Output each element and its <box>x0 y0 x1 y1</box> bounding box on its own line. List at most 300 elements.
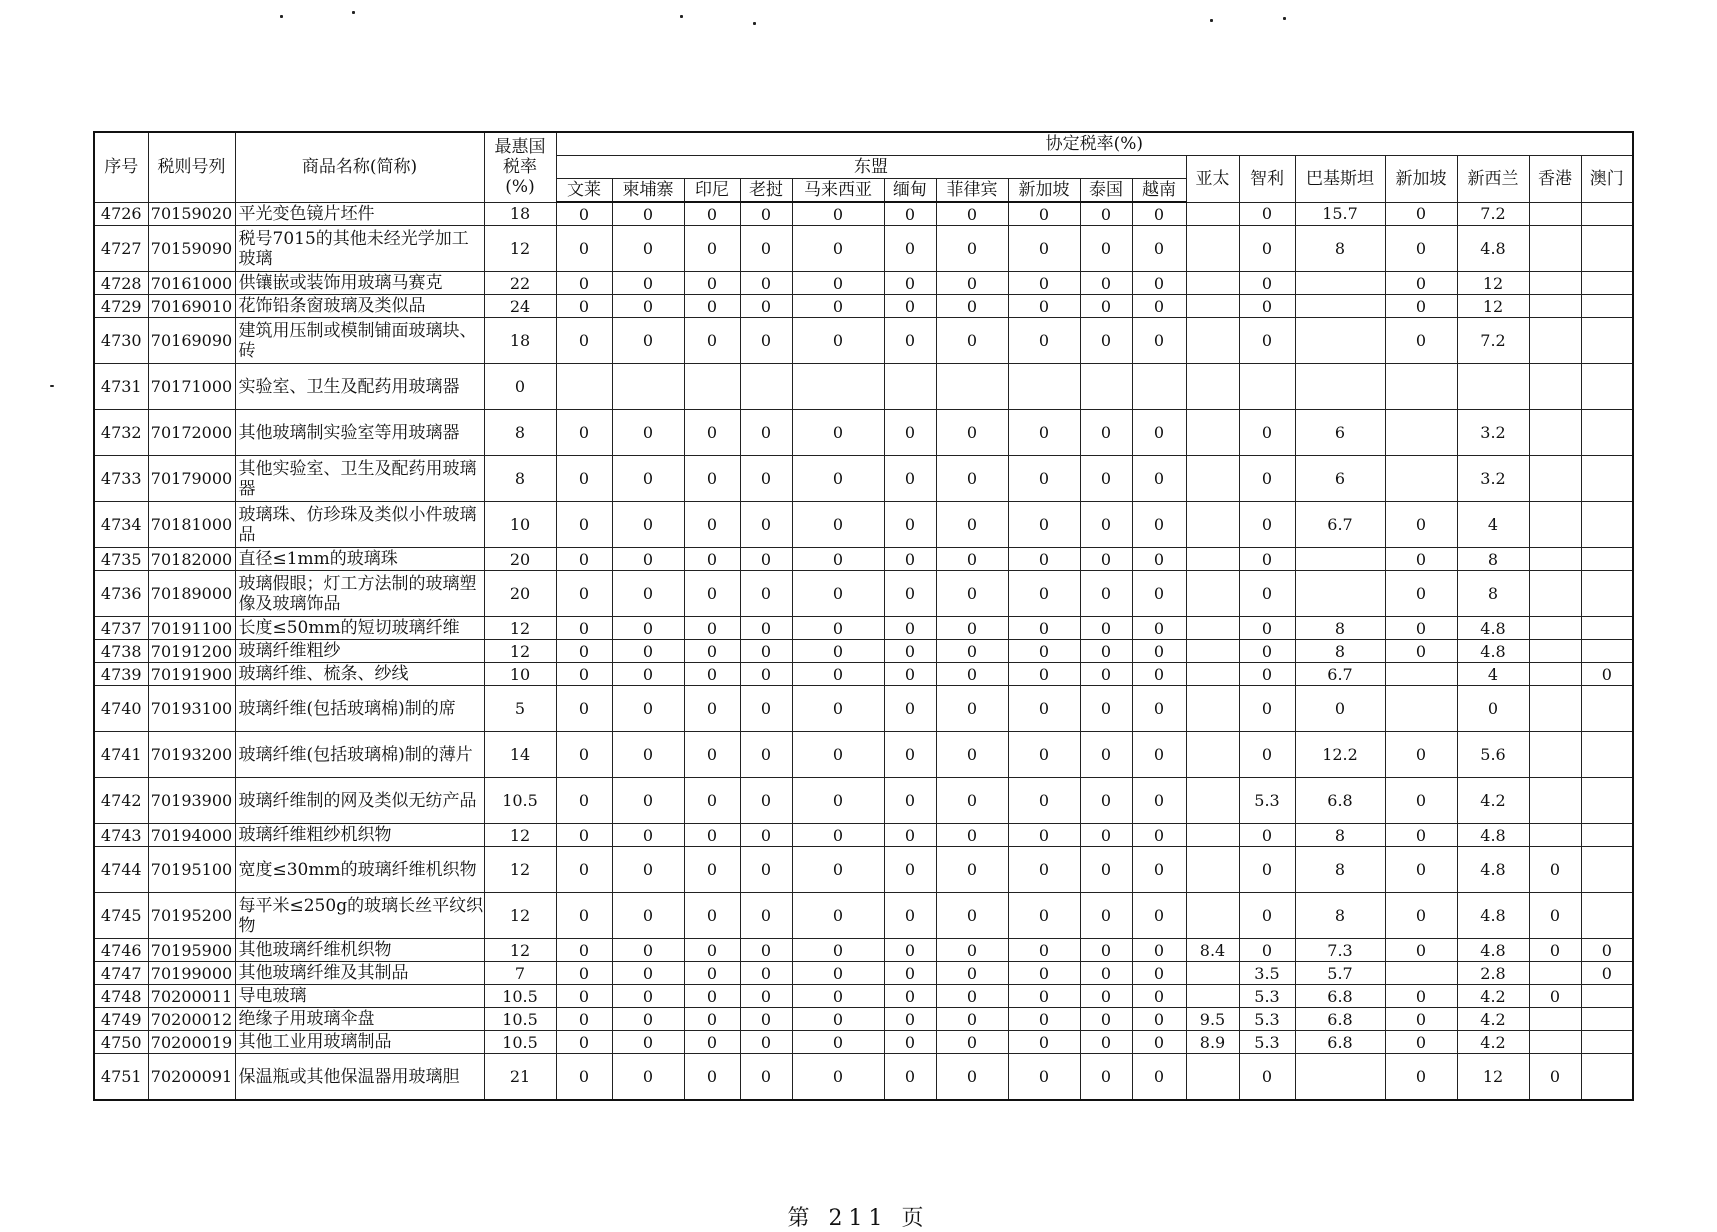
chile-rate-cell: 0 <box>1239 226 1295 272</box>
asean-rate-cell: 0 <box>792 686 884 732</box>
asean-rate-cell: 0 <box>1080 847 1132 893</box>
singapore-rate-cell <box>1385 686 1457 732</box>
pakistan-rate-cell: 6.7 <box>1295 663 1385 686</box>
asean-rate-cell: 0 <box>884 617 936 640</box>
asean-rate-cell: 0 <box>1080 663 1132 686</box>
apta-rate-cell <box>1186 778 1239 824</box>
seq-cell: 4736 <box>94 571 148 617</box>
macau-rate-cell <box>1581 226 1633 272</box>
asean-rate-cell: 0 <box>612 295 684 318</box>
asean-rate-cell: 0 <box>556 640 612 663</box>
asean-rate-cell: 0 <box>936 617 1008 640</box>
hong-kong-rate-cell <box>1529 824 1581 847</box>
mfn-rate-cell: 24 <box>484 295 556 318</box>
mfn-rate-cell: 5 <box>484 686 556 732</box>
asean-rate-cell: 0 <box>884 824 936 847</box>
asean-rate-cell: 0 <box>556 847 612 893</box>
singapore-rate-cell: 0 <box>1385 617 1457 640</box>
asean-rate-cell: 0 <box>556 502 612 548</box>
asean-rate-cell: 0 <box>1008 1008 1080 1031</box>
hong-kong-rate-cell <box>1529 962 1581 985</box>
asean-rate-cell: 0 <box>1008 847 1080 893</box>
table-row <box>94 410 1633 456</box>
product-name-cell: 玻璃纤维(包括玻璃棉)制的席 <box>235 686 484 732</box>
asean-rate-cell: 0 <box>1080 640 1132 663</box>
asean-rate-cell: 0 <box>556 571 612 617</box>
header-pakistan: 巴基斯坦 <box>1295 156 1385 203</box>
asean-rate-cell: 0 <box>740 939 792 962</box>
tariff-code-cell: 70179000 <box>148 456 235 502</box>
chile-rate-cell: 0 <box>1239 640 1295 663</box>
tariff-code-cell: 70159090 <box>148 226 235 272</box>
asean-rate-cell: 0 <box>612 410 684 456</box>
seq-cell: 4738 <box>94 640 148 663</box>
header-mfn-line: 最惠国 <box>494 137 546 158</box>
table-row <box>94 295 1633 318</box>
asean-rate-cell: 0 <box>612 824 684 847</box>
pakistan-rate-cell <box>1295 571 1385 617</box>
asean-rate-cell: 0 <box>612 1054 684 1101</box>
asean-rate-cell: 0 <box>1080 1008 1132 1031</box>
asean-rate-cell: 0 <box>556 985 612 1008</box>
mfn-rate-cell: 12 <box>484 640 556 663</box>
singapore-rate-cell <box>1385 456 1457 502</box>
asean-rate-cell: 0 <box>884 663 936 686</box>
macau-rate-cell <box>1581 893 1633 939</box>
asean-rate-cell: 0 <box>1008 226 1080 272</box>
asean-rate-cell: 0 <box>1132 202 1186 226</box>
asean-rate-cell: 0 <box>792 502 884 548</box>
asean-rate-cell: 0 <box>684 732 740 778</box>
new-zealand-rate-cell: 4.8 <box>1457 893 1529 939</box>
new-zealand-rate-cell: 0 <box>1457 686 1529 732</box>
table-row <box>94 617 1633 640</box>
asean-rate-cell: 0 <box>936 663 1008 686</box>
new-zealand-rate-cell <box>1457 364 1529 410</box>
pakistan-rate-cell: 7.3 <box>1295 939 1385 962</box>
asean-rate-cell: 0 <box>792 732 884 778</box>
asean-rate-cell: 0 <box>1008 502 1080 548</box>
tariff-code-cell: 70199000 <box>148 962 235 985</box>
pakistan-rate-cell: 8 <box>1295 824 1385 847</box>
singapore-rate-cell: 0 <box>1385 640 1457 663</box>
asean-rate-cell: 0 <box>1080 226 1132 272</box>
asean-rate-cell: 0 <box>612 939 684 962</box>
hong-kong-rate-cell <box>1529 617 1581 640</box>
mfn-rate-cell: 12 <box>484 617 556 640</box>
product-name-cell: 玻璃纤维粗纱 <box>235 640 484 663</box>
singapore-rate-cell: 0 <box>1385 295 1457 318</box>
apta-rate-cell <box>1186 226 1239 272</box>
hong-kong-rate-cell <box>1529 686 1581 732</box>
tariff-table <box>93 131 1634 1101</box>
header-singapore-asean: 新加坡 <box>1008 179 1080 203</box>
macau-rate-cell <box>1581 202 1633 226</box>
asean-rate-cell: 0 <box>884 1008 936 1031</box>
product-name-cell: 其他玻璃纤维机织物 <box>235 939 484 962</box>
table-row <box>94 1054 1633 1101</box>
macau-rate-cell <box>1581 318 1633 364</box>
product-name-cell: 玻璃珠、仿珍珠及类似小件玻璃品 <box>235 502 484 548</box>
asean-rate-cell: 0 <box>1132 962 1186 985</box>
apta-rate-cell <box>1186 824 1239 847</box>
mfn-rate-cell: 21 <box>484 1054 556 1101</box>
asean-rate-cell: 0 <box>684 1008 740 1031</box>
asean-rate-cell: 0 <box>792 571 884 617</box>
apta-rate-cell: 8.9 <box>1186 1031 1239 1054</box>
singapore-rate-cell: 0 <box>1385 847 1457 893</box>
seq-cell: 4746 <box>94 939 148 962</box>
hong-kong-rate-cell: 0 <box>1529 893 1581 939</box>
asean-rate-cell: 0 <box>612 571 684 617</box>
tariff-code-cell: 70200011 <box>148 985 235 1008</box>
header-asean: 东盟 <box>556 156 1186 179</box>
mfn-rate-cell: 20 <box>484 548 556 571</box>
asean-rate-cell: 0 <box>792 1054 884 1101</box>
asean-rate-cell: 0 <box>740 893 792 939</box>
header-mfn-line: 税率 <box>503 157 537 178</box>
mfn-rate-cell: 12 <box>484 824 556 847</box>
scan-speck <box>1210 19 1213 22</box>
singapore-rate-cell: 0 <box>1385 272 1457 295</box>
singapore-rate-cell <box>1385 962 1457 985</box>
page-number: 第 211 页 <box>787 1206 930 1231</box>
mfn-rate-cell: 8 <box>484 410 556 456</box>
asean-rate-cell: 0 <box>1132 1008 1186 1031</box>
pakistan-rate-cell <box>1295 364 1385 410</box>
asean-rate-cell: 0 <box>556 732 612 778</box>
asean-rate-cell <box>936 364 1008 410</box>
mfn-rate-cell: 10.5 <box>484 1031 556 1054</box>
asean-rate-cell: 0 <box>612 640 684 663</box>
seq-cell: 4750 <box>94 1031 148 1054</box>
asean-rate-cell: 0 <box>1080 732 1132 778</box>
header-myanmar: 缅甸 <box>884 179 936 203</box>
hong-kong-rate-cell <box>1529 272 1581 295</box>
asean-rate-cell: 0 <box>884 456 936 502</box>
new-zealand-rate-cell: 3.2 <box>1457 410 1529 456</box>
apta-rate-cell <box>1186 571 1239 617</box>
header-tariff-code: 税则号列 <box>148 132 235 202</box>
tariff-code-cell: 70169010 <box>148 295 235 318</box>
pakistan-rate-cell: 6.8 <box>1295 985 1385 1008</box>
asean-rate-cell: 0 <box>936 548 1008 571</box>
asean-rate-cell: 0 <box>936 272 1008 295</box>
asean-rate-cell: 0 <box>740 1008 792 1031</box>
asean-rate-cell: 0 <box>1080 272 1132 295</box>
apta-rate-cell <box>1186 364 1239 410</box>
asean-rate-cell: 0 <box>884 226 936 272</box>
seq-cell: 4743 <box>94 824 148 847</box>
asean-rate-cell: 0 <box>1132 318 1186 364</box>
asean-rate-cell: 0 <box>556 226 612 272</box>
asean-rate-cell: 0 <box>936 1031 1008 1054</box>
asean-rate-cell: 0 <box>1132 571 1186 617</box>
asean-rate-cell: 0 <box>792 640 884 663</box>
hong-kong-rate-cell <box>1529 732 1581 778</box>
new-zealand-rate-cell: 3.2 <box>1457 456 1529 502</box>
chile-rate-cell: 0 <box>1239 318 1295 364</box>
table-row <box>94 226 1633 272</box>
tariff-code-cell: 70200091 <box>148 1054 235 1101</box>
tariff-code-cell: 70195200 <box>148 893 235 939</box>
asean-rate-cell: 0 <box>792 962 884 985</box>
tariff-code-cell: 70169090 <box>148 318 235 364</box>
table-row <box>94 272 1633 295</box>
apta-rate-cell <box>1186 202 1239 226</box>
product-name-cell: 税号7015的其他未经光学加工玻璃 <box>235 226 484 272</box>
product-name-cell: 导电玻璃 <box>235 985 484 1008</box>
pakistan-rate-cell: 8 <box>1295 893 1385 939</box>
asean-rate-cell: 0 <box>556 318 612 364</box>
pakistan-rate-cell: 6 <box>1295 410 1385 456</box>
mfn-rate-cell: 20 <box>484 571 556 617</box>
chile-rate-cell: 0 <box>1239 824 1295 847</box>
asean-rate-cell: 0 <box>684 985 740 1008</box>
asean-rate-cell: 0 <box>556 456 612 502</box>
pakistan-rate-cell: 8 <box>1295 847 1385 893</box>
asean-rate-cell: 0 <box>556 962 612 985</box>
chile-rate-cell: 0 <box>1239 686 1295 732</box>
table-row <box>94 502 1633 548</box>
asean-rate-cell: 0 <box>684 962 740 985</box>
asean-rate-cell: 0 <box>684 617 740 640</box>
tariff-code-cell: 70191100 <box>148 617 235 640</box>
header-seq: 序号 <box>94 132 148 202</box>
asean-rate-cell: 0 <box>884 1054 936 1101</box>
pakistan-rate-cell: 6.8 <box>1295 1008 1385 1031</box>
asean-rate-cell: 0 <box>1132 778 1186 824</box>
pakistan-rate-cell: 6.7 <box>1295 502 1385 548</box>
pakistan-rate-cell: 6.8 <box>1295 1031 1385 1054</box>
asean-rate-cell: 0 <box>1008 663 1080 686</box>
mfn-rate-cell: 12 <box>484 939 556 962</box>
apta-rate-cell <box>1186 272 1239 295</box>
seq-cell: 4749 <box>94 1008 148 1031</box>
product-name-cell: 其他工业用玻璃制品 <box>235 1031 484 1054</box>
asean-rate-cell: 0 <box>936 202 1008 226</box>
asean-rate-cell: 0 <box>884 318 936 364</box>
chile-rate-cell: 5.3 <box>1239 778 1295 824</box>
singapore-rate-cell: 0 <box>1385 202 1457 226</box>
asean-rate-cell: 0 <box>612 456 684 502</box>
apta-rate-cell <box>1186 847 1239 893</box>
asean-rate-cell: 0 <box>884 962 936 985</box>
asean-rate-cell: 0 <box>792 410 884 456</box>
asean-rate-cell: 0 <box>556 939 612 962</box>
asean-rate-cell: 0 <box>556 778 612 824</box>
asean-rate-cell: 0 <box>1080 1054 1132 1101</box>
asean-rate-cell: 0 <box>792 617 884 640</box>
asean-rate-cell: 0 <box>792 548 884 571</box>
asean-rate-cell: 0 <box>612 778 684 824</box>
asean-rate-cell: 0 <box>792 226 884 272</box>
asean-rate-cell: 0 <box>1080 202 1132 226</box>
chile-rate-cell: 0 <box>1239 893 1295 939</box>
asean-rate-cell: 0 <box>1008 571 1080 617</box>
new-zealand-rate-cell: 8 <box>1457 548 1529 571</box>
table-row <box>94 1008 1633 1031</box>
hong-kong-rate-cell <box>1529 202 1581 226</box>
asean-rate-cell: 0 <box>1080 893 1132 939</box>
chile-rate-cell: 0 <box>1239 571 1295 617</box>
asean-rate-cell: 0 <box>684 686 740 732</box>
asean-rate-cell: 0 <box>740 272 792 295</box>
asean-rate-cell: 0 <box>612 202 684 226</box>
asean-rate-cell: 0 <box>1008 686 1080 732</box>
asean-rate-cell: 0 <box>684 295 740 318</box>
asean-rate-cell <box>792 364 884 410</box>
asean-rate-cell: 0 <box>556 548 612 571</box>
product-name-cell: 直径≤1mm的玻璃珠 <box>235 548 484 571</box>
header-brunei: 文莱 <box>556 179 612 203</box>
mfn-rate-cell: 10.5 <box>484 1008 556 1031</box>
asean-rate-cell: 0 <box>740 548 792 571</box>
asean-rate-cell <box>884 364 936 410</box>
scan-speck <box>1283 17 1286 20</box>
header-laos: 老挝 <box>740 179 792 203</box>
asean-rate-cell: 0 <box>612 732 684 778</box>
asean-rate-cell: 0 <box>936 456 1008 502</box>
header-chile: 智利 <box>1239 156 1295 203</box>
apta-rate-cell <box>1186 732 1239 778</box>
asean-rate-cell: 0 <box>1132 410 1186 456</box>
chile-rate-cell: 0 <box>1239 663 1295 686</box>
mfn-rate-cell: 22 <box>484 272 556 295</box>
asean-rate-cell: 0 <box>1008 1054 1080 1101</box>
apta-rate-cell: 8.4 <box>1186 939 1239 962</box>
header-apta: 亚太 <box>1186 156 1239 203</box>
asean-rate-cell: 0 <box>884 272 936 295</box>
asean-rate-cell: 0 <box>684 640 740 663</box>
chile-rate-cell: 0 <box>1239 272 1295 295</box>
tariff-code-cell: 70182000 <box>148 548 235 571</box>
asean-rate-cell: 0 <box>740 571 792 617</box>
asean-rate-cell: 0 <box>740 502 792 548</box>
asean-rate-cell: 0 <box>684 939 740 962</box>
asean-rate-cell: 0 <box>936 502 1008 548</box>
apta-rate-cell <box>1186 295 1239 318</box>
asean-rate-cell: 0 <box>792 456 884 502</box>
asean-rate-cell <box>1132 364 1186 410</box>
apta-rate-cell <box>1186 962 1239 985</box>
singapore-rate-cell: 0 <box>1385 1031 1457 1054</box>
scan-speck <box>280 15 283 18</box>
tariff-code-cell: 70200019 <box>148 1031 235 1054</box>
chile-rate-cell: 5.3 <box>1239 985 1295 1008</box>
asean-rate-cell: 0 <box>792 939 884 962</box>
product-name-cell: 保温瓶或其他保温器用玻璃胆 <box>235 1054 484 1101</box>
seq-cell: 4733 <box>94 456 148 502</box>
pakistan-rate-cell: 8 <box>1295 226 1385 272</box>
table-row <box>94 847 1633 893</box>
macau-rate-cell <box>1581 1054 1633 1101</box>
seq-cell: 4726 <box>94 202 148 226</box>
asean-rate-cell <box>556 364 612 410</box>
table-row <box>94 1031 1633 1054</box>
mfn-rate-cell: 10 <box>484 663 556 686</box>
asean-rate-cell: 0 <box>684 456 740 502</box>
chile-rate-cell: 0 <box>1239 295 1295 318</box>
apta-rate-cell <box>1186 548 1239 571</box>
asean-rate-cell: 0 <box>740 456 792 502</box>
apta-rate-cell <box>1186 985 1239 1008</box>
asean-rate-cell: 0 <box>1008 548 1080 571</box>
apta-rate-cell <box>1186 617 1239 640</box>
product-name-cell: 玻璃纤维粗纱机织物 <box>235 824 484 847</box>
asean-rate-cell: 0 <box>936 295 1008 318</box>
asean-rate-cell: 0 <box>1132 663 1186 686</box>
asean-rate-cell: 0 <box>792 1031 884 1054</box>
macau-rate-cell <box>1581 732 1633 778</box>
asean-rate-cell: 0 <box>884 548 936 571</box>
asean-rate-cell: 0 <box>556 824 612 847</box>
asean-rate-cell: 0 <box>936 226 1008 272</box>
table-row <box>94 663 1633 686</box>
tariff-code-cell: 70193100 <box>148 686 235 732</box>
hong-kong-rate-cell: 0 <box>1529 985 1581 1008</box>
pakistan-rate-cell: 0 <box>1295 686 1385 732</box>
seq-cell: 4751 <box>94 1054 148 1101</box>
singapore-rate-cell: 0 <box>1385 318 1457 364</box>
asean-rate-cell: 0 <box>936 1008 1008 1031</box>
asean-rate-cell: 0 <box>884 640 936 663</box>
asean-rate-cell: 0 <box>936 893 1008 939</box>
product-name-cell: 玻璃纤维(包括玻璃棉)制的薄片 <box>235 732 484 778</box>
asean-rate-cell: 0 <box>1132 502 1186 548</box>
asean-rate-cell: 0 <box>556 617 612 640</box>
asean-rate-cell: 0 <box>1132 640 1186 663</box>
pakistan-rate-cell: 5.7 <box>1295 962 1385 985</box>
asean-rate-cell <box>740 364 792 410</box>
asean-rate-cell: 0 <box>1132 272 1186 295</box>
asean-rate-cell: 0 <box>1132 847 1186 893</box>
asean-rate-cell: 0 <box>612 962 684 985</box>
seq-cell: 4740 <box>94 686 148 732</box>
asean-rate-cell: 0 <box>556 1054 612 1101</box>
asean-rate-cell: 0 <box>792 985 884 1008</box>
macau-rate-cell <box>1581 847 1633 893</box>
chile-rate-cell: 0 <box>1239 410 1295 456</box>
asean-rate-cell: 0 <box>1080 778 1132 824</box>
chile-rate-cell: 0 <box>1239 548 1295 571</box>
singapore-rate-cell <box>1385 663 1457 686</box>
asean-rate-cell: 0 <box>740 640 792 663</box>
tariff-code-cell: 70194000 <box>148 824 235 847</box>
asean-rate-cell: 0 <box>612 1031 684 1054</box>
asean-rate-cell: 0 <box>1008 939 1080 962</box>
singapore-rate-cell: 0 <box>1385 548 1457 571</box>
asean-rate-cell: 0 <box>684 824 740 847</box>
apta-rate-cell <box>1186 663 1239 686</box>
asean-rate-cell: 0 <box>792 893 884 939</box>
asean-rate-cell: 0 <box>684 202 740 226</box>
apta-rate-cell <box>1186 686 1239 732</box>
asean-rate-cell: 0 <box>1080 456 1132 502</box>
macau-rate-cell: 0 <box>1581 939 1633 962</box>
asean-rate-cell: 0 <box>792 1008 884 1031</box>
seq-cell: 4735 <box>94 548 148 571</box>
scan-speck <box>352 11 355 14</box>
singapore-rate-cell: 0 <box>1385 824 1457 847</box>
asean-rate-cell: 0 <box>936 824 1008 847</box>
asean-rate-cell: 0 <box>1132 824 1186 847</box>
new-zealand-rate-cell: 4.2 <box>1457 1031 1529 1054</box>
asean-rate-cell: 0 <box>1008 456 1080 502</box>
asean-rate-cell: 0 <box>1132 1054 1186 1101</box>
asean-rate-cell: 0 <box>1132 617 1186 640</box>
apta-rate-cell <box>1186 1054 1239 1101</box>
